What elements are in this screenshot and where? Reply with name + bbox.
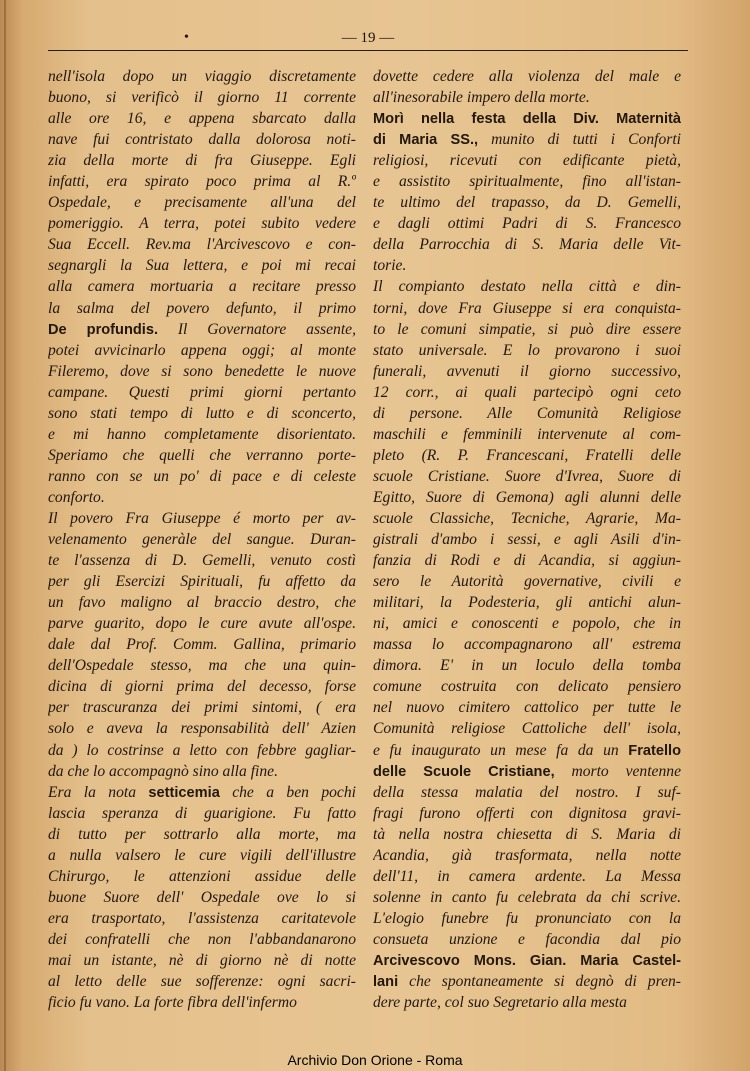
text-segment: un favo maligno al braccio destro, che bbox=[48, 594, 356, 612]
page-header bbox=[48, 28, 688, 51]
text-line bbox=[48, 950, 356, 971]
text-line bbox=[48, 761, 356, 782]
text-segment: campane. Questi primi giorni pertanto bbox=[48, 383, 356, 401]
text-segment: a nulla valsero le cure vigili dell'illustre bbox=[48, 846, 356, 864]
text-segment: pleto (R. P. Francescani, Fratelli delle bbox=[373, 446, 681, 464]
binding-edge bbox=[4, 0, 6, 1071]
text-segment: dell'Ospedale stesso, ma che una quin- bbox=[48, 657, 356, 675]
text-line bbox=[48, 129, 356, 150]
text-line bbox=[373, 950, 681, 971]
text-segment: dale dal Prof. Comm. Gallina, primario bbox=[48, 636, 356, 654]
bold-phrase: lani bbox=[373, 974, 399, 991]
text-segment: te ultimo del trapasso, da D. Gemelli, bbox=[373, 194, 681, 212]
text-segment: Il compianto destato nella città e din- bbox=[373, 278, 681, 296]
text-line bbox=[48, 718, 356, 739]
text-segment: infatti, era spirato poco prima al R.º bbox=[48, 173, 356, 191]
text-line bbox=[373, 550, 681, 571]
text-line bbox=[48, 782, 356, 803]
text-line bbox=[373, 340, 681, 361]
text-line bbox=[373, 445, 681, 466]
text-segment: ni, amici e conoscenti e popolo, che in bbox=[373, 615, 681, 633]
text-line bbox=[48, 908, 356, 929]
text-line bbox=[373, 761, 681, 782]
text-line bbox=[48, 192, 356, 213]
text-segment: Speriamo che quelli che verranno porte- bbox=[48, 446, 356, 464]
text-segment: di persone. Alle Comunità Religiose bbox=[373, 404, 681, 422]
text-segment: comune costruita con delicato pensiero bbox=[373, 678, 681, 696]
left-column bbox=[48, 66, 356, 1013]
text-line bbox=[48, 529, 356, 550]
text-line bbox=[48, 697, 356, 718]
text-segment: Il Governatore assente, bbox=[158, 320, 356, 338]
text-segment: Era la nota bbox=[48, 783, 149, 801]
text-segment: velenamento generàle del sangue. Duran- bbox=[48, 531, 356, 549]
text-line bbox=[373, 592, 681, 613]
text-segment: Egitto, Suore di Gemona) agli alunni delle bbox=[373, 488, 681, 506]
bold-phrase: delle Scuole Cristiane, bbox=[373, 763, 555, 780]
text-segment: ficio fu vano. La forte fibra dell'infermo bbox=[48, 994, 297, 1012]
text-line bbox=[48, 655, 356, 676]
text-line bbox=[373, 971, 681, 992]
text-line bbox=[373, 887, 681, 908]
text-segment: dovette cedere alla violenza del male e bbox=[373, 68, 681, 85]
text-segment: nel nuovo cimitero cattolico per tutte le bbox=[373, 699, 681, 717]
text-line bbox=[373, 150, 681, 171]
text-segment: lascia speranza di guarigione. Fu fatto bbox=[48, 804, 356, 822]
text-line bbox=[373, 424, 681, 445]
text-segment: di tutto per sottrarlo alla morte, ma bbox=[48, 825, 356, 843]
text-line bbox=[373, 529, 681, 550]
text-line bbox=[373, 676, 681, 697]
text-segment: conforto. bbox=[48, 488, 105, 506]
text-line bbox=[48, 508, 356, 529]
text-line bbox=[48, 803, 356, 824]
text-segment: consueta unzione e facondia dal pio bbox=[373, 930, 681, 948]
text-segment: mai un istante, nè di giorno nè di notte bbox=[48, 951, 356, 969]
text-line bbox=[373, 234, 681, 255]
text-segment: solenne in canto fu celebrata da chi scrive. bbox=[373, 888, 681, 906]
text-segment: munito di tutti i Conforti bbox=[478, 131, 681, 149]
text-line bbox=[373, 66, 681, 87]
text-line bbox=[48, 213, 356, 234]
text-segment: sono stati tempo di lutto e di sconcerto, bbox=[48, 404, 356, 422]
text-segment: militari, la Podesteria, gli antichi alun- bbox=[373, 594, 681, 612]
text-line bbox=[373, 192, 681, 213]
text-segment: zia della morte di fra Giuseppe. Egli bbox=[48, 152, 356, 170]
text-line bbox=[373, 697, 681, 718]
text-segment: Comunità religiose Cattoliche dell' isola, bbox=[373, 720, 681, 738]
text-segment: stato universale. E lo provarono i suoi bbox=[373, 341, 681, 359]
bold-phrase: di Maria SS., bbox=[373, 132, 479, 149]
text-segment: fragi furono offerti con dignitosa gravi- bbox=[373, 804, 681, 822]
text-line bbox=[373, 213, 681, 234]
text-line bbox=[48, 382, 356, 403]
bold-phrase: Arcivescovo Mons. Gian. Maria Castel- bbox=[373, 952, 681, 969]
text-segment: torie. bbox=[373, 257, 407, 275]
text-line bbox=[373, 824, 681, 845]
text-line bbox=[48, 66, 356, 87]
text-line bbox=[373, 171, 681, 192]
text-segment: e fu inaugurato un mese fa da un bbox=[373, 741, 629, 759]
text-line bbox=[48, 550, 356, 571]
text-segment: scuole Classiche, Tecniche, Agrarie, Ma- bbox=[373, 509, 681, 527]
text-line bbox=[373, 129, 681, 150]
text-segment: religiosi, ricevuti con edificante pietà, bbox=[373, 152, 681, 170]
text-line bbox=[48, 234, 356, 255]
text-segment: che a ben pochi bbox=[219, 783, 356, 801]
bold-phrase: Fratello bbox=[628, 742, 681, 759]
text-segment: e dagli ottimi Padri di S. Francesco bbox=[373, 215, 681, 233]
text-segment: alle ore 16, e appena sbarcato dalla bbox=[48, 110, 356, 128]
text-line bbox=[48, 319, 356, 340]
text-line bbox=[48, 108, 356, 129]
text-segment: e assistito spiritualmente, fino all'istan- bbox=[373, 173, 681, 191]
text-line bbox=[373, 613, 681, 634]
text-line bbox=[373, 634, 681, 655]
text-segment: la salma del povero defunto, il primo bbox=[48, 299, 356, 317]
text-line bbox=[373, 466, 681, 487]
text-line bbox=[373, 571, 681, 592]
text-line bbox=[373, 276, 681, 297]
text-line bbox=[48, 87, 356, 108]
text-line bbox=[373, 782, 681, 803]
text-line bbox=[373, 929, 681, 950]
text-line bbox=[373, 508, 681, 529]
text-segment: funerali, avvenuti il giorno successivo, bbox=[373, 362, 681, 380]
text-segment: buono, si verificò il giorno 11 corrente bbox=[48, 89, 356, 107]
page-number: — 19 — bbox=[341, 30, 395, 46]
text-segment: gistrali d'ambo i sessi, e agli Asili d'in- bbox=[373, 531, 681, 549]
text-line bbox=[48, 929, 356, 950]
text-line bbox=[48, 150, 356, 171]
text-line bbox=[48, 487, 356, 508]
text-segment: Il povero Fra Giuseppe é morto per av- bbox=[48, 509, 356, 527]
text-segment: all'inesorabile impero della morte. bbox=[373, 89, 590, 107]
text-segment: fanzia di Rodi e di Acandia, si aggiun- bbox=[373, 552, 681, 570]
text-segment: dicina di giorni prima del decesso, forse bbox=[48, 678, 356, 696]
text-line bbox=[373, 87, 681, 108]
text-segment: pomeriggio. A terra, potei subito vedere bbox=[48, 215, 356, 233]
text-segment: 12 corr., ai quali partecipò ogni ceto bbox=[373, 383, 681, 401]
text-segment: da ) lo costrinse a letto con febbre gagliar- bbox=[48, 741, 356, 759]
text-segment: potei avvicinarlo appena oggi; al monte bbox=[48, 341, 356, 359]
text-segment: ranno con se un po' di pace e di celeste bbox=[48, 467, 356, 485]
text-line bbox=[48, 571, 356, 592]
text-line bbox=[48, 634, 356, 655]
text-segment: e mi hanno completamente disorientato. bbox=[48, 425, 356, 443]
text-segment: dere parte, col suo Segretario alla mesta bbox=[373, 994, 627, 1012]
text-line bbox=[48, 445, 356, 466]
text-segment: tà nella nostra chiesetta di S. Maria di bbox=[373, 825, 681, 843]
text-line bbox=[48, 866, 356, 887]
text-line bbox=[48, 592, 356, 613]
text-line bbox=[373, 908, 681, 929]
text-segment: dell'11, in camera ardente. La Messa bbox=[373, 867, 681, 885]
text-line bbox=[373, 992, 681, 1013]
text-line bbox=[373, 740, 681, 761]
text-segment: solo e aveva la responsabilità dell' Azien bbox=[48, 720, 356, 738]
text-line bbox=[373, 361, 681, 382]
text-segment: Ospedale, e precisamente all'una del bbox=[48, 194, 356, 212]
text-line bbox=[48, 971, 356, 992]
text-line bbox=[48, 276, 356, 297]
text-segment: maschili e femminili intervenute al com- bbox=[373, 425, 681, 443]
text-segment: Sua Eccell. Rev.ma l'Arcivescovo e con- bbox=[48, 236, 356, 254]
text-segment: da che lo accompagnò sino alla fine. bbox=[48, 762, 278, 780]
text-segment: che spontaneamente si degnò di pren- bbox=[398, 973, 681, 991]
text-line bbox=[48, 403, 356, 424]
text-line bbox=[48, 466, 356, 487]
text-segment: alla camera mortuaria a recitare presso bbox=[48, 278, 356, 296]
text-line bbox=[48, 824, 356, 845]
text-segment: Chirurgo, le attenzioni assidue delle bbox=[48, 867, 356, 885]
text-segment: dimora. E' in un loculo della tomba bbox=[373, 657, 681, 675]
text-line bbox=[48, 424, 356, 445]
text-segment: della stessa malatia del nostro. I suf- bbox=[373, 783, 681, 801]
text-line bbox=[373, 803, 681, 824]
text-segment: L'elogio funebre fu pronunciato con la bbox=[373, 909, 681, 927]
text-segment: torni, dove Fra Giuseppe si era conquista- bbox=[373, 299, 681, 317]
text-line bbox=[373, 718, 681, 739]
text-segment: parve guarito, dopo le cure avute all'ospe. bbox=[48, 615, 356, 633]
text-segment: al letto delle sue sofferenze: ogni sacri- bbox=[48, 973, 356, 991]
text-line bbox=[373, 382, 681, 403]
text-segment: morto ventenne bbox=[554, 762, 681, 780]
text-segment: scuole Cristiane. Suore d'Ivrea, Suore di bbox=[373, 467, 681, 485]
text-line bbox=[48, 255, 356, 276]
text-line bbox=[48, 613, 356, 634]
bold-phrase: Morì nella festa della Div. Maternità bbox=[373, 111, 681, 128]
text-segment: della Parrocchia di S. Maria delle Vit- bbox=[373, 236, 681, 254]
text-line bbox=[373, 403, 681, 424]
text-segment: segnargli la Sua lettera, e poi mi recai bbox=[48, 257, 356, 275]
text-segment: buone Suore dell' Ospedale ove lo si bbox=[48, 888, 356, 906]
text-line bbox=[48, 676, 356, 697]
text-segment: nell'isola dopo un viaggio discretamente bbox=[48, 68, 356, 85]
text-line bbox=[48, 298, 356, 319]
text-segment: per gli Esercizi Spirituali, fu affetto da bbox=[48, 573, 356, 591]
text-line bbox=[373, 866, 681, 887]
text-line bbox=[48, 845, 356, 866]
text-line bbox=[373, 319, 681, 340]
text-line bbox=[48, 361, 356, 382]
right-column bbox=[373, 66, 681, 1013]
text-line bbox=[373, 108, 681, 129]
text-line bbox=[373, 487, 681, 508]
header-mark: • bbox=[184, 30, 189, 45]
bold-phrase: De profundis. bbox=[48, 321, 158, 338]
bold-phrase: setticemia bbox=[148, 784, 220, 801]
text-line bbox=[48, 740, 356, 761]
text-line bbox=[48, 992, 356, 1013]
text-segment: to le comuni simpatie, si può dire essere bbox=[373, 320, 681, 338]
text-segment: Fileremo, dove si sono benedette le nuove bbox=[48, 362, 356, 380]
text-segment: te l'assenza di D. Gemelli, venuto costì bbox=[48, 552, 356, 570]
text-line bbox=[373, 845, 681, 866]
text-segment: per trascuranza dei primi sintomi, ( era bbox=[48, 699, 356, 717]
text-line bbox=[373, 255, 681, 276]
text-segment: dei confratelli che non l'abbandanarono bbox=[48, 930, 356, 948]
text-line bbox=[373, 298, 681, 319]
archive-footer: Archivio Don Orione - Roma bbox=[287, 1052, 463, 1068]
text-line bbox=[373, 655, 681, 676]
text-line bbox=[48, 887, 356, 908]
text-line bbox=[48, 171, 356, 192]
text-segment: nave fui contristato dalla dolorosa noti- bbox=[48, 131, 356, 149]
text-segment: era trasportato, l'assistenza caritatevole bbox=[48, 909, 356, 927]
text-segment: Acandia, già trasformata, nella notte bbox=[373, 846, 681, 864]
text-segment: sero le Autorità governative, civili e bbox=[373, 573, 681, 591]
text-line bbox=[48, 340, 356, 361]
text-segment: massa lo accompagnarono all' estrema bbox=[373, 636, 681, 654]
